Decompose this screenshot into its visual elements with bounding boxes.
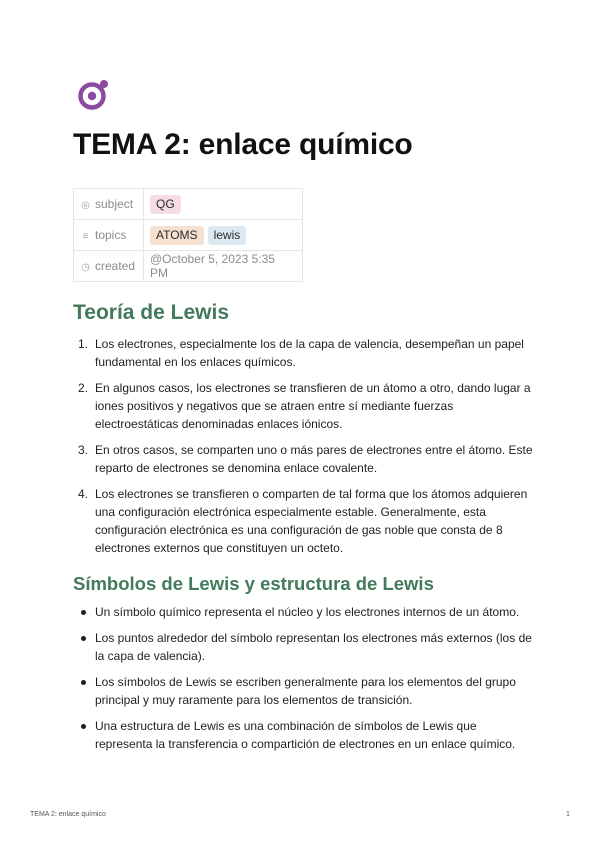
list-item: 4. Los electrones se transfieren o comparten de tal forma que los átomos adquieren una configuración electrónica especialmente estable. Generalmente, esta configuración electrónica es una configuración de gas noble que consta de 8 electrones externos que constituyen un octeto.: [78, 487, 528, 555]
property-key-subject: subject: [95, 197, 134, 211]
list-item: 1. Los electrones, especialmente los de la capa de valencia, desempeñan un papel fundamental en los enlaces químicos.: [78, 337, 524, 369]
list-item: 2. En algunos casos, los electrones se transfieren de un átomo a otro, dando lugar a iones positivos y negativos que se atraen entre sí mediante fuerzas electroestáticas denominadas enlaces iónicos.: [78, 381, 531, 431]
properties-table: [73, 188, 303, 282]
clock-icon: ◷: [81, 262, 90, 273]
list-item: 3. En otros casos, se comparten uno o más pares de electrones entre el átomo. Este reparto de electrones se denomina enlace covalente.: [78, 443, 533, 475]
list-icon: ≡: [82, 231, 89, 242]
property-subject: [74, 189, 303, 220]
target-icon: ◎: [81, 200, 90, 211]
section-heading-simbolos-lewis: Símbolos de Lewis y estructura de Lewis: [73, 573, 434, 594]
bullet-icon: [81, 636, 86, 641]
tag-subject-qg[interactable]: QG: [150, 195, 181, 214]
page-title: TEMA 2: enlace químico: [73, 128, 413, 161]
bullet-icon: [81, 680, 86, 685]
lewis-theory-list: [78, 335, 535, 565]
page-icon: [76, 77, 112, 113]
created-date: @October 5, 2023 5:35 PM: [144, 251, 303, 282]
page-number: 1: [566, 811, 570, 818]
tag-topic-lewis[interactable]: lewis: [208, 226, 247, 245]
property-created: [74, 251, 303, 282]
tag-topic-atoms[interactable]: ATOMS: [150, 226, 204, 245]
list-item: Un símbolo químico representa el núcleo y los electrones internos de un átomo.: [95, 603, 535, 621]
bullet-icon: [81, 724, 86, 729]
property-key-topics: topics: [95, 228, 127, 242]
list-item: Los símbolos de Lewis se escriben generalmente para los elementos del grupo principal y muy raramente para los elementos de transición.: [95, 673, 535, 709]
property-topics: [74, 220, 303, 251]
list-item: Una estructura de Lewis es una combinación de símbolos de Lewis que representa la transferencia o compartición de electrones en un enlace químico.: [95, 717, 535, 753]
bullet-icon: [81, 610, 86, 615]
property-key-created: created: [95, 259, 136, 273]
section-heading-teoria-lewis: Teoría de Lewis: [73, 301, 229, 324]
lewis-symbols-list: [95, 603, 535, 761]
list-item: Los puntos alrededor del símbolo representan los electrones más externos (los de la capa de valencia).: [95, 629, 535, 665]
footer-title: TEMA 2: enlace químico: [30, 811, 106, 818]
